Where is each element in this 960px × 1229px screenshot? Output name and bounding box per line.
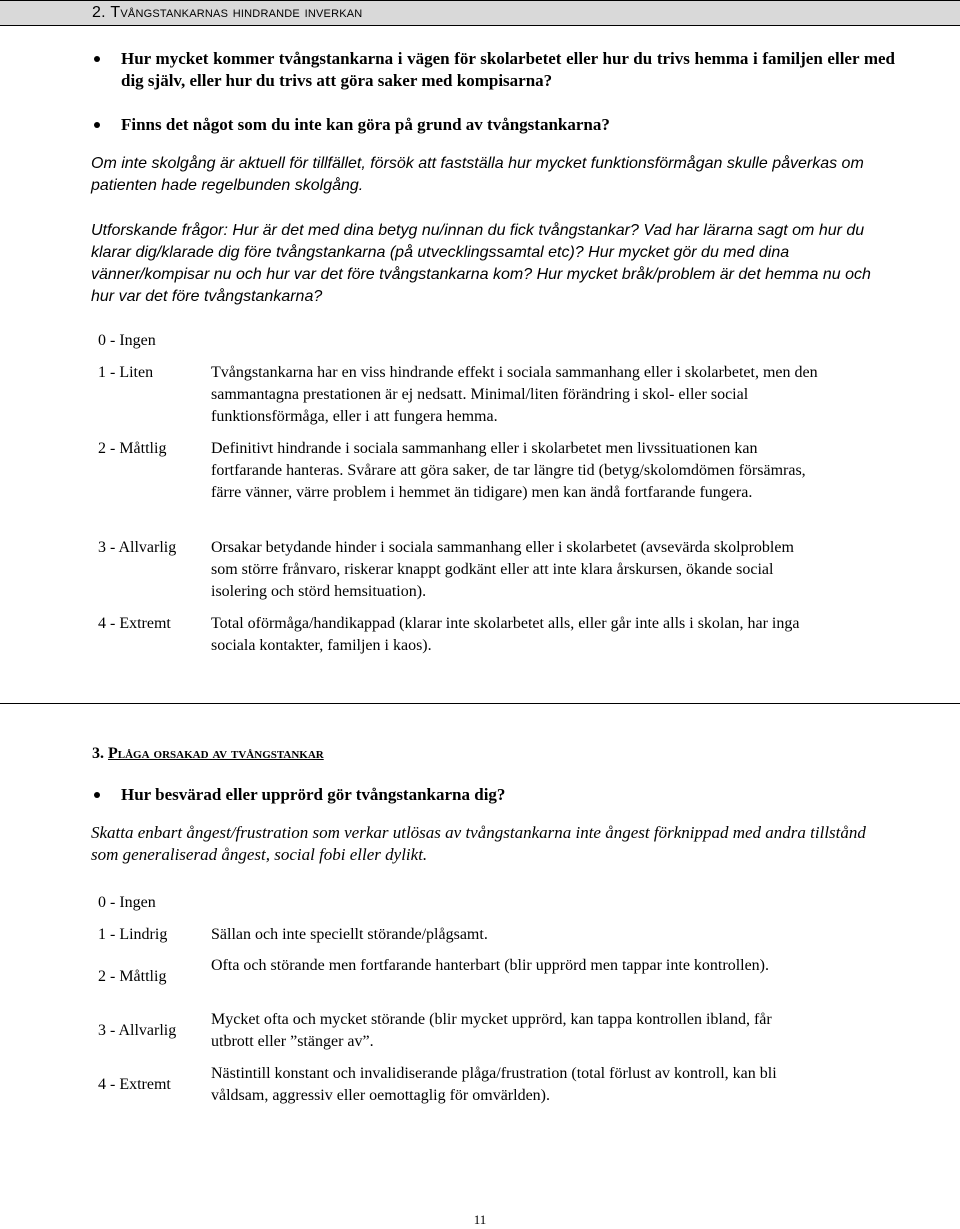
scale-desc-3: Orsakar betydande hinder i sociala sammanhang eller i skolarbetet (avsevärda skolproblem som större frånvaro, riskerar knappt godkänt eller att inte klara årskursen, ökande social isolering och störd hemsituation). (211, 539, 794, 600)
scale-label-2: 2 - Måttlig (98, 440, 167, 457)
page-number: 11 (473, 1212, 487, 1227)
scale-3-label-1: 1 - Lindrig (98, 926, 168, 943)
scale-label-1: 1 - Liten (98, 364, 154, 381)
section-2-title (92, 4, 362, 22)
section-3-instruction: Skatta enbart ångest/frustration som verkar utlösas av tvångstankarna inte ångest förknippad med andra tillstånd som generaliserad ångest, social fobi eller dylikt. (91, 823, 866, 864)
section-2-probes: Utforskande frågor: Hur är det med dina betyg nu/innan du fick tvångstankar? Vad har lärarna sagt om hur du klarar dig/klarade dig före tvångstankarna (på utvecklingssamtal etc)? Hur mycket gör du med dina vänner/kompisar nu och hur var det före tvångstankarna kom? Hur mycket bråk/problem är det hemma nu och hur var det före tvångstankarna? (91, 222, 871, 305)
scale-desc-2: Definitivt hindrande i sociala sammanhang eller i skolarbetet men livssituationen kan fortfarande hanteras. Svårare att göra saker, de tar längre tid (betyg/skolomdömen försämras, färre vänner, värre problem i hemmet än tidigare) men kan ändå fortfarande fungera. (211, 440, 806, 501)
scale-3-label-0: 0 - Ingen (98, 894, 156, 911)
section-2-question-2 (90, 114, 895, 136)
bullet-icon (94, 56, 100, 62)
scale-3-label-3: 3 - Allvarlig (98, 1022, 177, 1039)
scale-desc-1: Tvångstankarna har en viss hindrande effekt i sociala sammanhang eller i skolarbetet, men den sammantagna prestationen är ej nedsatt. Minimal/liten förändring i skol- eller social funktionsförmåga, eller i att fungera hemma. (211, 364, 818, 425)
scale-3-desc-4: Nästintill konstant och invalidiserande plåga/frustration (total förlust av kontroll, kan bli våldsam, aggressiv eller oemottaglig för omvärlden). (211, 1065, 777, 1104)
section-3-question-1 (90, 784, 895, 806)
scale-3-desc-3: Mycket ofta och mycket störande (blir mycket upprörd, kan tappa kontrollen ibland, får utbrott eller ”stänger av”. (211, 1011, 772, 1050)
section-2-number: 2. (92, 4, 106, 21)
scale-label-0: 0 - Ingen (98, 332, 156, 349)
section-2-question-1 (90, 48, 895, 92)
section-divider (0, 703, 960, 704)
question-text: Hur mycket kommer tvångstankarna i vägen för skolarbetet eller hur du trivs hemma i familjen eller med dig själv, eller hur du trivs att göra saker med kompisarna? (121, 49, 895, 90)
section-2-header (0, 0, 960, 26)
scale-3-label-4: 4 - Extremt (98, 1076, 171, 1093)
scale-desc-4: Total oförmåga/handikappad (klarar inte skolarbetet alls, eller går inte alls i skolan, har inga sociala kontakter, familjen i kaos). (211, 615, 800, 654)
section-3-title (92, 745, 324, 763)
scale-3-desc-2: Ofta och störande men fortfarande hanterbart (blir upprörd men tappar inte kontrollen). (211, 957, 770, 974)
scale-label-3: 3 - Allvarlig (98, 539, 177, 556)
section-3-title-text: Plåga orsakad av tvångstankar (108, 745, 324, 762)
scale-3-label-2: 2 - Måttlig (98, 968, 167, 985)
bullet-icon (94, 122, 100, 128)
question-text: Hur besvärad eller upprörd gör tvångstankarna dig? (121, 785, 506, 804)
question-text: Finns det något som du inte kan göra på grund av tvångstankarna? (121, 115, 610, 134)
scale-label-4: 4 - Extremt (98, 615, 171, 632)
section-2-instruction: Om inte skolgång är aktuell för tillfället, försök att fastställa hur mycket funktionsförmågan skulle påverkas om patienten hade regelbunden skolgång. (91, 155, 864, 194)
bullet-icon (94, 792, 100, 798)
section-3-number: 3. (92, 745, 104, 762)
section-2-title-text: Tvångstankarnas hindrande inverkan (110, 4, 363, 21)
scale-3-desc-1: Sällan och inte speciellt störande/plågsamt. (211, 926, 488, 943)
